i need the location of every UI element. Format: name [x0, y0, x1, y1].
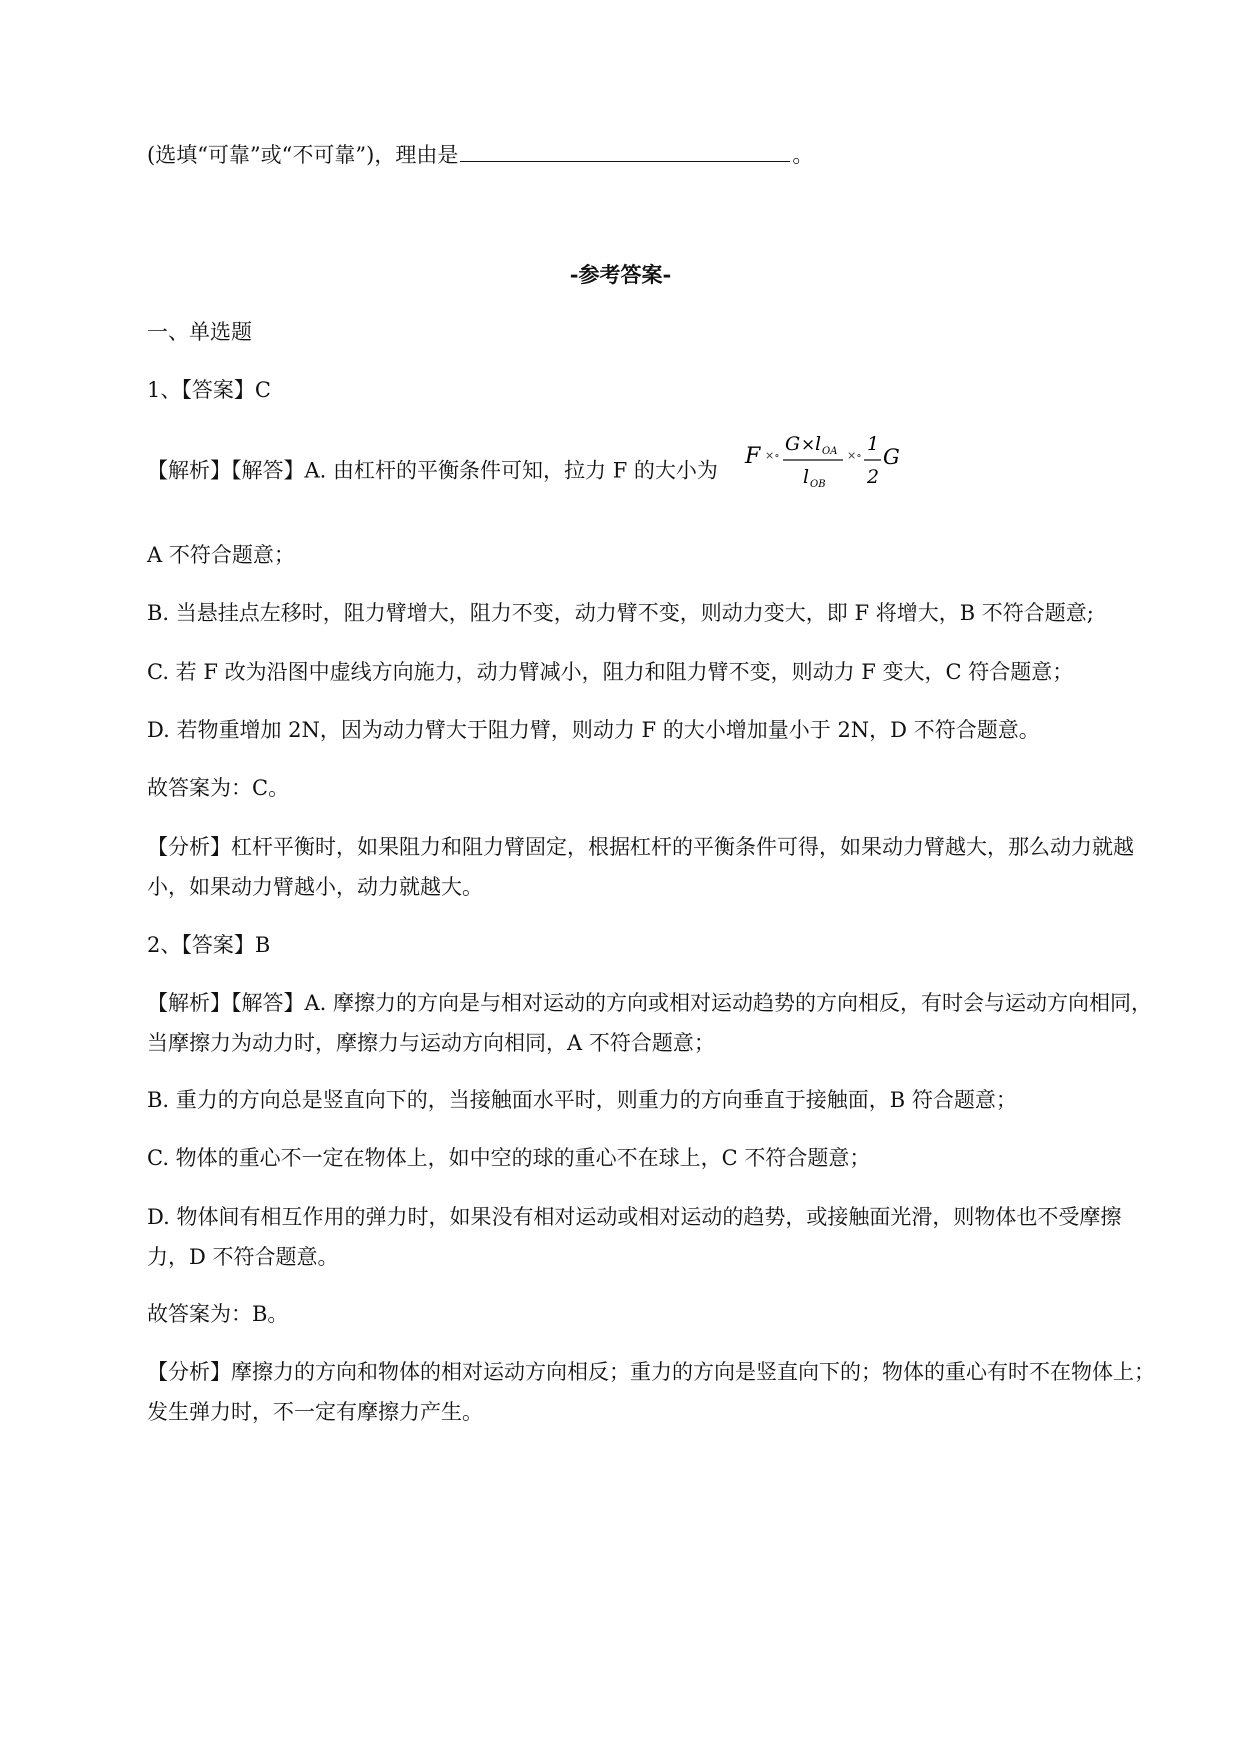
formula-lhs: F: [744, 444, 760, 469]
section-title: 一、单选题: [147, 320, 252, 344]
q2-conclusion: 故答案为：B。: [147, 1302, 289, 1326]
q1-analysis-line: [147, 433, 1157, 496]
q2-analysis-a: 【解析】【解答】A. 摩擦力的方向是与相对运动的方向或相对运动趋势的方向相反，有时会与运动方向相同，当摩擦力为动力时，摩擦力与运动方向相同，A 不符合题意；: [147, 991, 1153, 1055]
q1-line-a: A 不符合题意；: [147, 543, 295, 567]
formula-rhs-g: G: [882, 445, 900, 469]
formula-eq-glyph-2: ×∘: [846, 449, 862, 462]
lever-formula-svg: [743, 426, 943, 496]
q1-answer: 1、【答案】C: [147, 378, 271, 402]
q1-line-b: B. 当悬挂点左移时，阻力臂增大，阻力不变，动力臂不变，则动力变大，即 F 将增大，B 不符合题意;: [147, 601, 1094, 625]
answer-title: -参考答案-: [569, 262, 672, 287]
q2-line-c: C. 物体的重心不一定在物体上，如中空的球的重心不在球上，C 不符合题意；: [147, 1146, 871, 1170]
formula-half-den: 2: [866, 466, 879, 488]
fill-in-suffix: 。: [792, 143, 814, 167]
q2-analysis-note: 【分析】摩擦力的方向和物体的相对运动方向相反；重力的方向是竖直向下的；物体的重心有时不在物体上；发生弹力时，不一定有摩擦力产生。: [147, 1360, 1155, 1424]
formula-num-g: G: [784, 433, 800, 455]
q2-line-b: B. 重力的方向总是竖直向下的，当接触面水平时，则重力的方向垂直于接触面，B 符合题意；: [147, 1088, 1017, 1112]
formula-num-sub: OA: [821, 446, 838, 457]
q1-line-d: D. 若物重增加 2N，因为动力臂大于阻力臂，则动力 F 的大小增加量小于 2N，D 不符合题意。: [147, 718, 1040, 742]
q2-answer: 2、【答案】B: [147, 933, 271, 957]
q1-line-c: C. 若 F 改为沿图中虚线方向施力，动力臂减小，阻力和阻力臂不变，则动力 F 变大，C 符合题意；: [147, 660, 1074, 684]
fill-in-prefix: (选填“可靠”或“不可靠”)，理由是: [147, 143, 459, 167]
formula-times: ×: [800, 435, 815, 455]
lever-formula: [743, 426, 943, 496]
formula-den-sub: OB: [809, 479, 826, 490]
fill-in-line: [147, 135, 1157, 175]
formula-den-l: l: [802, 466, 809, 488]
answer-blank[interactable]: [460, 139, 790, 162]
q1-analysis-prefix: 【解析】【解答】A. 由杠杆的平衡条件可知，拉力 F 的大小为: [147, 458, 718, 483]
formula-half-num: 1: [866, 433, 879, 455]
formula-eq-glyph-1: ×∘: [764, 449, 780, 462]
q1-conclusion: 故答案为：C。: [147, 776, 290, 800]
q2-line-d: D. 物体间有相互作用的弹力时，如果没有相对运动或相对运动的趋势，或接触面光滑，则物体也不受摩擦力，D 不符合题意。: [147, 1205, 1122, 1269]
q1-analysis-note: 【分析】杠杆平衡时，如果阻力和阻力臂固定，根据杠杆的平衡条件可得，如果动力臂越大，那么动力就越小，如果动力臂越小，动力就越大。: [147, 835, 1134, 899]
formula-num-l: l: [814, 433, 821, 455]
